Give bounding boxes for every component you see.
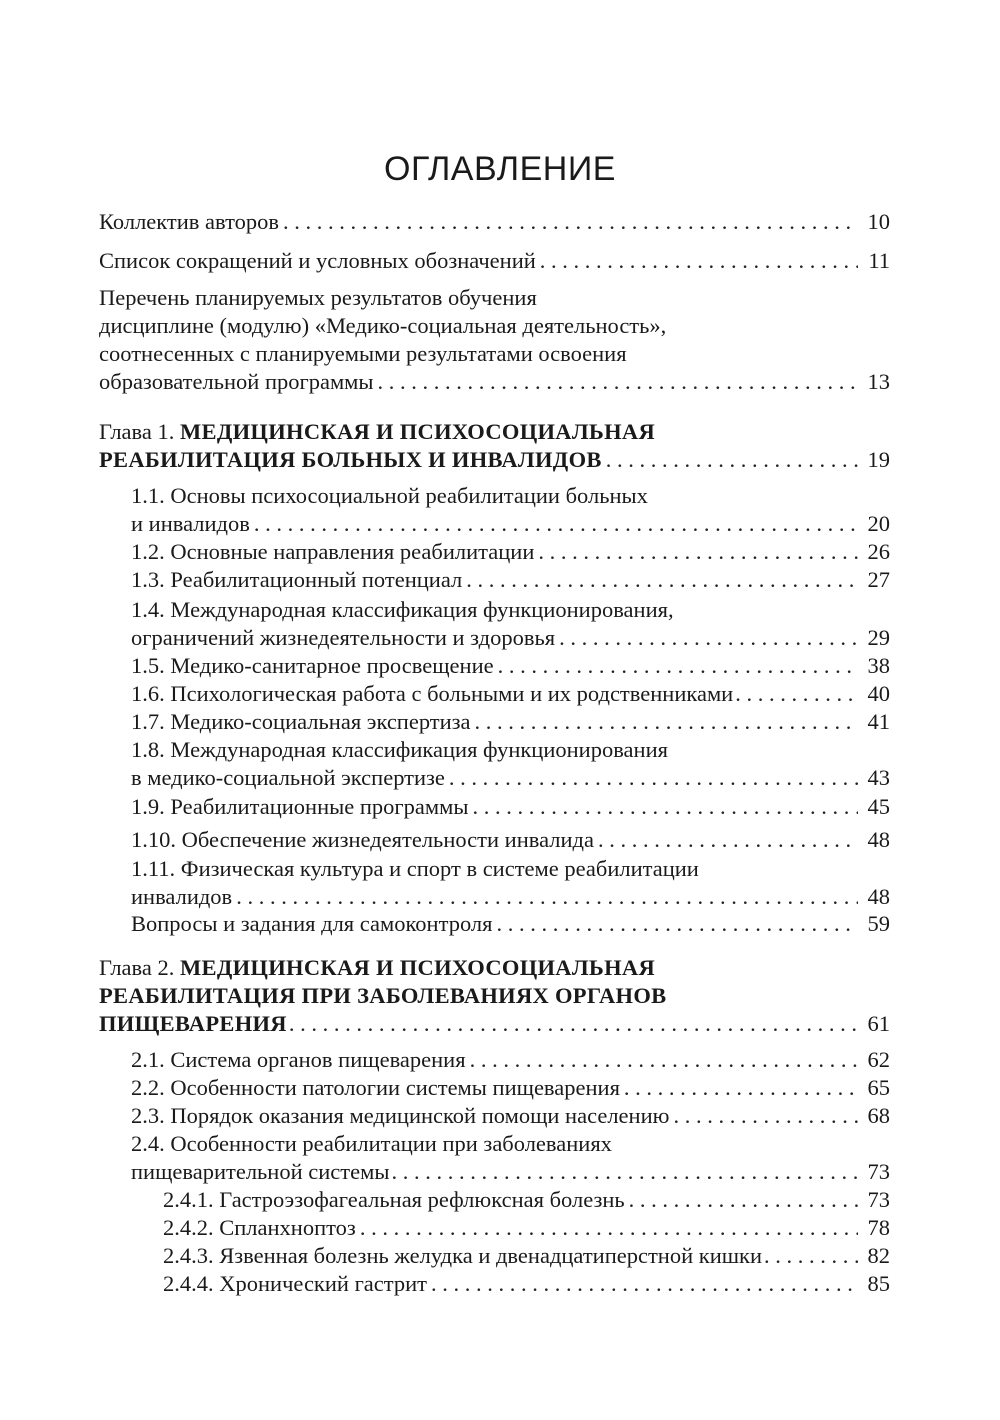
leader-dots (629, 1186, 858, 1214)
toc-chapter-1[interactable] (99, 418, 890, 474)
toc-subsection[interactable] (163, 1242, 890, 1270)
page-title: ОГЛАВЛЕНИЕ (384, 150, 616, 188)
page-number: 29 (867, 625, 890, 650)
leader-dots (254, 510, 858, 538)
page-number: 26 (867, 539, 890, 564)
page-number: 45 (867, 794, 890, 819)
page-number: 73 (867, 1187, 890, 1212)
toc-entry-text: 1.6. Психологическая работа с больными и их родственниками (131, 681, 734, 706)
toc-entry-text: 2.4. Особенности реабилитации при заболеваниях (131, 1131, 612, 1156)
toc-entry-text: ограничений жизнедеятельности и здоровья (131, 625, 556, 650)
page-number: 10 (867, 209, 890, 234)
leader-dots (735, 680, 858, 708)
page-number: 19 (867, 447, 890, 472)
leader-dots (360, 1214, 858, 1242)
toc-entry-text: 1.2. Основные направления реабилитации (131, 539, 535, 564)
leader-dots (236, 883, 858, 911)
chapter-prefix: Глава 2. (99, 955, 175, 980)
leader-dots (475, 708, 858, 736)
toc-section[interactable] (131, 736, 890, 792)
leader-dots (606, 446, 858, 474)
toc-entry-text: 2.3. Порядок оказания медицинской помощи населению (131, 1103, 670, 1128)
page-number: 65 (867, 1075, 890, 1100)
toc-entry-text: 2.4.1. Гастроэзофагеальная рефлюксная болезнь (163, 1187, 625, 1212)
leader-dots (540, 247, 858, 275)
toc-entry-text: 1.5. Медико-санитарное просвещение (131, 653, 494, 678)
leader-dots (559, 624, 858, 652)
chapter-prefix: Глава 1. (99, 419, 175, 444)
leader-dots (496, 910, 858, 938)
toc-entry-learning-outcomes[interactable] (99, 284, 890, 396)
toc-section[interactable] (131, 793, 890, 821)
page-number: 78 (867, 1215, 890, 1240)
toc-section[interactable] (131, 482, 890, 538)
toc-section[interactable] (131, 680, 890, 708)
toc-entry-text: Перечень планируемых результатов обучения (99, 285, 537, 310)
toc-entry-text: 2.4.4. Хронический гастрит (163, 1271, 428, 1296)
toc-subsection[interactable] (163, 1214, 890, 1242)
toc-entry-text: 2.4.2. Спланхноптоз (163, 1215, 356, 1240)
toc-entry-text: 2.4.3. Язвенная болезнь желудка и двенадцатиперстной кишки (163, 1243, 763, 1268)
toc-entry-text: Вопросы и задания для самоконтроля (131, 911, 493, 936)
leader-dots (764, 1242, 858, 1270)
page-number: 11 (868, 248, 890, 273)
toc-entry-text: и инвалидов (131, 511, 250, 536)
leader-dots (472, 793, 858, 821)
toc-entry-text: 2.2. Особенности патологии системы пищеварения (131, 1075, 620, 1100)
chapter-title: МЕДИЦИНСКАЯ И ПСИХОСОЦИАЛЬНАЯ (179, 955, 655, 980)
toc-entry-text: образовательной программы (99, 369, 374, 394)
toc-section[interactable] (131, 1102, 890, 1130)
page-number: 13 (867, 369, 890, 394)
leader-dots (498, 652, 858, 680)
page-number: 20 (867, 511, 890, 536)
leader-dots (283, 208, 858, 236)
chapter-title: ПИЩЕВАРЕНИЯ (99, 1011, 287, 1036)
chapter-title: МЕДИЦИНСКАЯ И ПСИХОСОЦИАЛЬНАЯ (179, 419, 655, 444)
toc-entry-text: соотнесенных с планируемыми результатами освоения (99, 341, 627, 366)
toc-entry-authors[interactable] (99, 208, 890, 236)
toc-section[interactable] (131, 1130, 890, 1186)
toc-section[interactable] (131, 566, 890, 594)
leader-dots (289, 1010, 858, 1038)
toc-entry-text: 1.1. Основы психосоциальной реабилитации больных (131, 483, 648, 508)
page-number: 48 (867, 827, 890, 852)
leader-dots (466, 566, 858, 594)
page-number: 43 (867, 765, 890, 790)
page-number: 62 (867, 1047, 890, 1072)
toc-section[interactable] (131, 708, 890, 736)
toc-section[interactable] (131, 826, 890, 854)
toc-section[interactable] (131, 1074, 890, 1102)
toc-entry-text: дисциплине (модулю) «Медико-социальная деятельность», (99, 313, 667, 338)
toc-chapter-2[interactable] (99, 954, 890, 1038)
leader-dots (470, 1046, 858, 1074)
leader-dots (624, 1074, 858, 1102)
leader-dots (598, 826, 858, 854)
toc-entry-text: в медико-социальной экспертизе (131, 765, 445, 790)
toc-entry-text: 1.7. Медико-социальная экспертиза (131, 709, 471, 734)
page-number: 41 (867, 709, 890, 734)
page-number: 82 (867, 1243, 890, 1268)
toc-entry-text: 2.1. Система органов пищеварения (131, 1047, 466, 1072)
toc-entry-text: 1.4. Международная классификация функционирования, (131, 597, 674, 622)
toc-entry-text: Список сокращений и условных обозначений (99, 248, 536, 273)
toc-entry-text: 1.9. Реабилитационные программы (131, 794, 469, 819)
toc-entry-text: Коллектив авторов (99, 209, 279, 234)
page-number: 48 (867, 884, 890, 909)
page-number: 68 (867, 1103, 890, 1128)
toc-entry-text: инвалидов (131, 884, 233, 909)
leader-dots (673, 1102, 858, 1130)
toc-subsection[interactable] (163, 1186, 890, 1214)
toc-section[interactable] (131, 596, 890, 652)
page-number: 73 (867, 1159, 890, 1184)
toc-subsection[interactable] (163, 1270, 890, 1298)
toc-section[interactable] (131, 1046, 890, 1074)
toc-section[interactable] (131, 855, 890, 911)
page-number: 38 (867, 653, 890, 678)
leader-dots (538, 538, 858, 566)
page-number: 27 (867, 567, 890, 592)
page-number: 61 (867, 1011, 890, 1036)
toc-entry-abbreviations[interactable] (99, 247, 890, 275)
toc-entry-text: пищеварительной системы (131, 1159, 390, 1184)
toc-section[interactable] (131, 538, 890, 566)
page-number: 85 (867, 1271, 890, 1296)
chapter-title: РЕАБИЛИТАЦИЯ БОЛЬНЫХ И ИНВАЛИДОВ (99, 447, 602, 472)
chapter-title: РЕАБИЛИТАЦИЯ ПРИ ЗАБОЛЕВАНИЯХ ОРГАНОВ (99, 983, 667, 1008)
toc-entry-text: 1.8. Международная классификация функционирования (131, 737, 668, 762)
leader-dots (449, 764, 858, 792)
leader-dots (431, 1270, 858, 1298)
leader-dots (391, 1158, 858, 1186)
leader-dots (378, 368, 858, 396)
toc-entry-text: 1.10. Обеспечение жизнедеятельности инвалида (131, 827, 594, 852)
page-number: 59 (867, 911, 890, 936)
page-number: 40 (867, 681, 890, 706)
toc-section[interactable] (131, 910, 890, 938)
toc-section[interactable] (131, 652, 890, 680)
toc-entry-text: 1.11. Физическая культура и спорт в системе реабилитации (131, 856, 699, 881)
toc-entry-text: 1.3. Реабилитационный потенциал (131, 567, 463, 592)
